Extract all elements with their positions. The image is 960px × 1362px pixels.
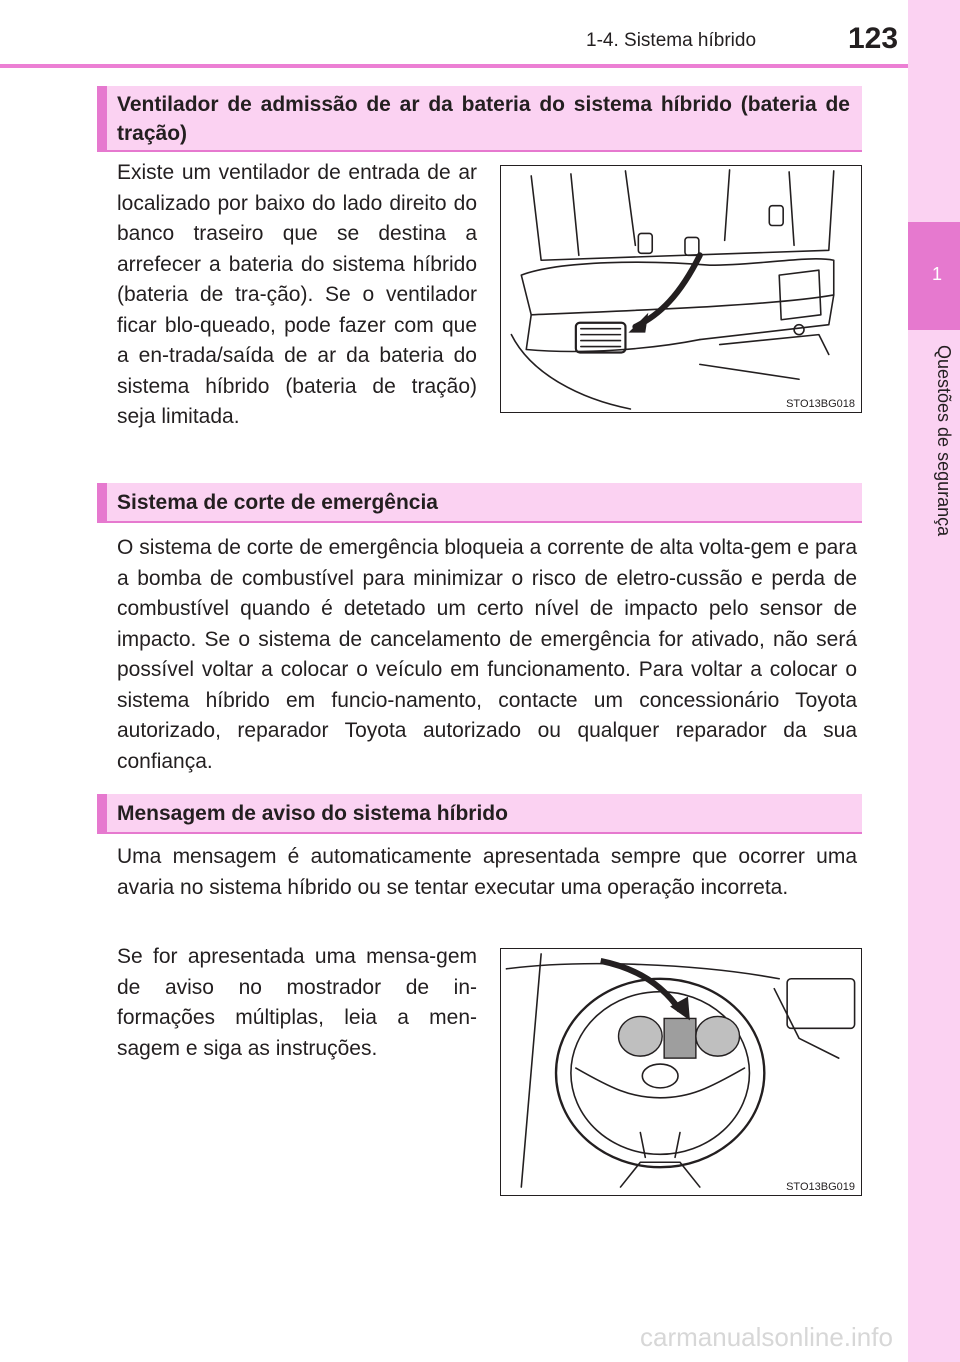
chapter-number: 1: [931, 264, 942, 284]
side-band: [908, 0, 960, 1362]
steering-wheel-illustration: [501, 949, 861, 1195]
header-section-title: 1-4. Sistema híbrido: [586, 30, 757, 51]
page-number: 123: [848, 22, 899, 55]
section-heading-emergency-cutoff: Sistema de corte de emergência: [97, 483, 862, 523]
header-rule: [0, 64, 908, 68]
figure-instrument-panel: [500, 948, 862, 1196]
paragraph-intake-fan: Existe um ventilador de entrada de ar localizado por baixo do lado direito do banco traseiro que se destina a arrefecer a bateria do sistema híbrido (bateria de tra-ção). Se o ventilador ficar blo-queado, pode fazer com que a en-trada/saída de ar da bateria do sistema híbrido (bateria de tração) seja limitada.: [117, 161, 477, 428]
watermark: carmanualsonline.info: [640, 1322, 893, 1352]
paragraph-emergency-cutoff: O sistema de corte de emergência bloqueia a corrente de alta volta-gem e para a bomba de combustível para minimizar o risco de eletro-cussão e perda de combustível quando é detetado um certo nível de impacto pelo sensor de impacto. Se o sistema de cancelamento de emergência for ativado, não será possível voltar a colocar o veículo em funcionamento. Para voltar a colocar o sistema híbrido em funcio-namento, contacte um concessionário Toyota autorizado, reparador Toyota autorizado ou qualquer reparador da sua confiança.: [117, 536, 857, 773]
section-heading-warning-message: Mensagem de aviso do sistema híbrido: [97, 794, 862, 834]
paragraph-warning-instructions: Se for apresentada uma mensa-gem de aviso no mostrador de in-formações múltiplas, leia a men-sagem e siga as instruções.: [117, 945, 477, 1060]
rear-seat-illustration: [501, 166, 861, 412]
figure-code: STO13BG019: [786, 1181, 855, 1193]
paragraph-warning-message: Uma mensagem é automaticamente apresentada sempre que ocorrer uma avaria no sistema híbrido ou se tentar executar uma operação incorreta.: [117, 845, 857, 899]
figure-rear-seat: [500, 165, 862, 413]
section-heading-intake-fan: Ventilador de admissão de ar da bateria do sistema híbrido (bateria de tração): [97, 86, 862, 152]
chapter-label: Questões de segurança: [934, 345, 954, 537]
figure-code: STO13BG018: [786, 398, 855, 410]
